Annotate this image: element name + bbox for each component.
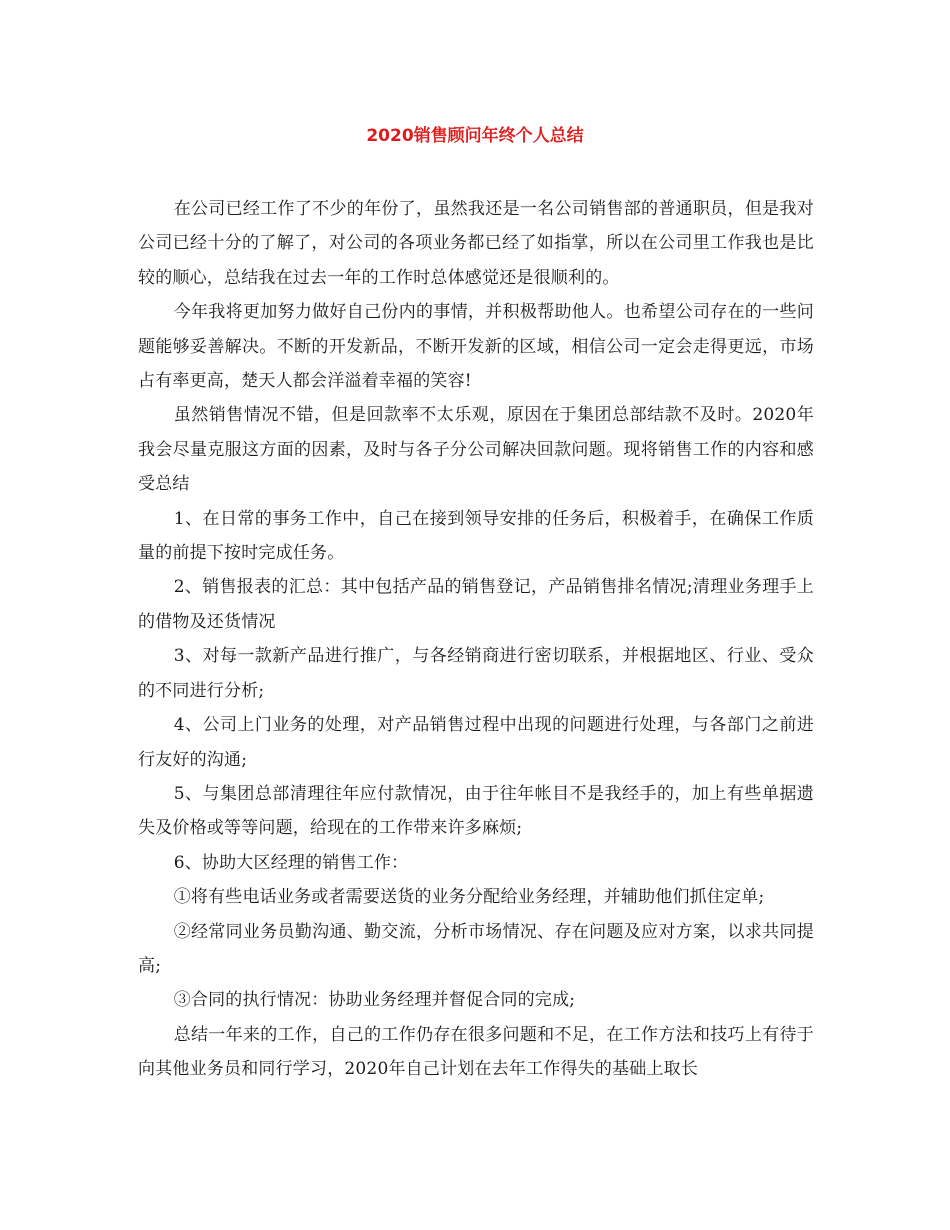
document-title: 2020销售顾问年终个人总结 [366,126,584,146]
list-item-4: 4、公司上门业务的处理，对产品销售过程中出现的问题进行处理，与各部门之前进行友好的沟通; [138,715,814,770]
sub-item-1: ①将有些电话业务或者需要送货的业务分配给业务经理，并辅助他们抓住定单; [173,887,765,908]
document-body [138,192,814,1087]
list-item-6: 6、协助大区经理的销售工作： [173,852,409,873]
list-item-3: 3、对每一款新产品进行推广，与各经销商进行密切联系，并根据地区、行业、受众的不同进行分析; [138,646,814,701]
paragraph-summary: 总结一年来的工作，自己的工作仍存在很多问题和不足，在工作方法和技巧上有待于向其他业务员和同行学习，2020年自己计划在去年工作得失的基础上取长 [138,1024,814,1080]
paragraph-intro: 在公司已经工作了不少的年份了，虽然我还是一名公司销售部的普通职员，但是我对公司已经十分的了解了，对公司的各项业务都已经了如指掌，所以在公司里工作我也是比较的顺心，总结我在过去一年的工作时总体感觉还是很顺利的。 [138,199,814,288]
paragraph-goals: 今年我将更加努力做好自己份内的事情，并积极帮助他人。也希望公司存在的一些问题能够妥善解决。不断的开发新品，不断开发新的区域，相信公司一定会走得更远，市场占有率更高，楚天人都会洋溢着幸福的笑容! [138,302,814,392]
list-item-5: 5、与集团总部清理往年应付款情况，由于往年帐目不是我经手的，加上有些单据遗失及价格或等等问题，给现在的工作带来许多麻烦; [138,783,814,839]
list-item-2: 2、销售报表的汇总：其中包括产品的销售登记，产品销售排名情况;清理业务理手上的借物及还货情况 [138,577,814,632]
sub-item-2: ②经常同业务员勤沟通、勤交流，分析市场情况、存在问题及应对方案，以求共同提高; [138,921,814,976]
list-item-1: 1、在日常的事务工作中，自己在接到领导安排的任务后，积极着手，在确保工作质量的前提下按时完成任务。 [138,508,814,564]
paragraph-collections: 虽然销售情况不错，但是回款率不太乐观，原因在于集团总部结款不及时。2020年我会尽量克服这方面的因素，及时与各子分公司解决回款问题。现将销售工作的内容和感受总结 [138,405,814,495]
sub-item-3: ③合同的执行情况：协助业务经理并督促合同的完成; [173,990,576,1011]
